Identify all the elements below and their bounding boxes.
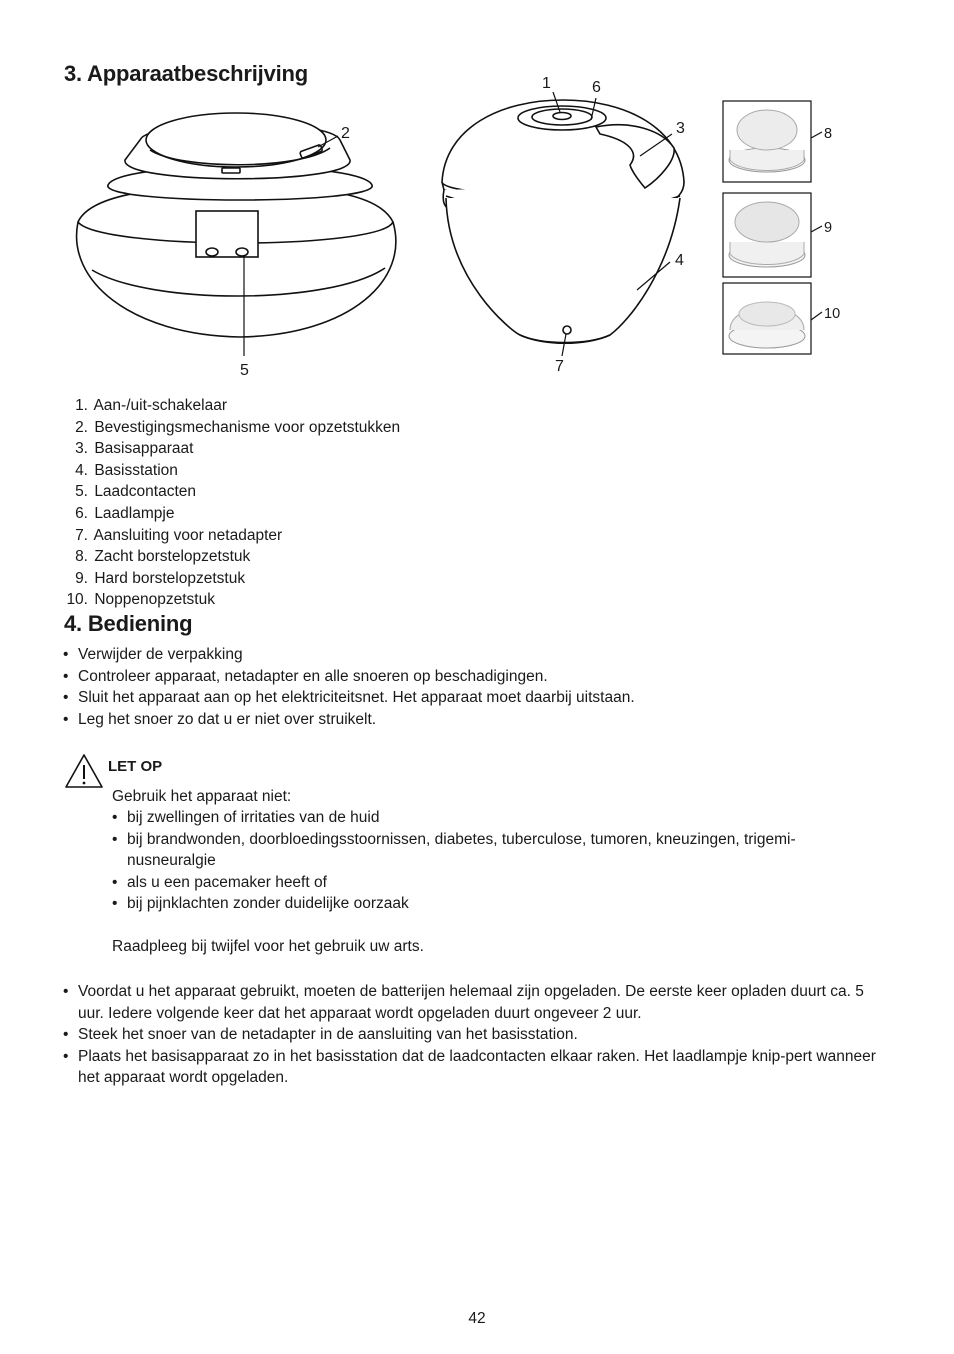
attachment-nub-pad [723,283,822,354]
callout-2: 2 [341,125,350,142]
list-item: • Sluit het apparaat aan op het elektriciteitsnet. Het apparaat moet daarbij uitstaan. [63,687,893,709]
list-item: 1. Aan-/uit-schakelaar [75,397,227,414]
callout-3: 3 [676,120,685,137]
list-item: 6. Laadlampje [75,504,175,522]
list-item: 10. Noppenopzetstuk [66,591,215,609]
attachment-soft-brush [723,101,822,182]
callout-8: 8 [824,126,833,142]
list-item: • Verwijder de verpakking [63,644,893,666]
list-item: 4. Basisstation [75,461,178,479]
callout-10: 10 [824,306,841,322]
section-title-operation: 4. Bediening [64,611,193,636]
warning-triangle-icon [64,753,104,789]
callout-9: 9 [824,220,833,236]
list-item: 5. Laadcontacten [75,483,197,501]
list-item: • bij pijnklachten zonder duidelijke oorzaak [112,893,892,915]
list-item: • Voordat u het apparaat gebruikt, moeten de batterijen helemaal zijn opgeladen. De eerste keer opladen duurt ca. 5 uur. Iedere volgende keer dat het apparaat wordt opgeladen duurt ongeveer 2 uur. [63,981,893,1024]
callout-5: 5 [240,362,249,379]
base-unit-drawing [77,113,396,356]
dome-device-drawing [442,92,684,356]
list-item: 2. Bevestigingsmechanisme voor opzetstukken [75,418,401,436]
device-illustration [0,0,954,390]
list-item: • Steek het snoer van de netadapter in de aansluiting van het basisstation. [63,1024,893,1046]
warning-title: LET OP [108,758,163,775]
callout-7: 7 [555,358,564,375]
list-item: 9. Hard borstelopzetstuk [75,569,246,587]
attachment-hard-brush [723,193,822,277]
charging-bullets [63,981,893,1089]
callout-6: 6 [592,79,601,96]
section-title-device-description: 3. Apparaatbeschrijving [64,61,308,86]
callout-4: 4 [675,252,684,269]
list-item: • Plaats het basisapparaat zo in het basisstation dat de laadcontacten elkaar raken. Het laadlampje knip-pert wanneer het apparaat wordt opgeladen. [63,1046,893,1089]
parts-list [60,395,400,611]
page-number: 42 [468,1310,486,1327]
list-item: • als u een pacemaker heeft of [112,872,892,894]
list-item: • Leg het snoer zo dat u er niet over struikelt. [63,709,893,731]
warning-bullets [112,807,892,915]
list-item: • bij brandwonden, doorbloedingsstoornissen, diabetes, tuberculose, tumoren, kneuzingen, trigemi-nusneuralgie [112,829,892,872]
list-item: 3. Basisapparaat [75,440,194,458]
warning-intro: Gebruik het apparaat niet: [112,788,292,805]
operation-bullets [63,644,893,730]
warning-outro: Raadpleeg bij twijfel voor het gebruik uw arts. [112,938,424,955]
list-item: 8. Zacht borstelopzetstuk [75,548,251,566]
list-item: 7. Aansluiting voor netadapter [75,526,283,544]
list-item: • bij zwellingen of irritaties van de huid [112,807,892,829]
callout-1: 1 [542,75,551,92]
list-item: • Controleer apparaat, netadapter en alle snoeren op beschadigingen. [63,666,893,688]
